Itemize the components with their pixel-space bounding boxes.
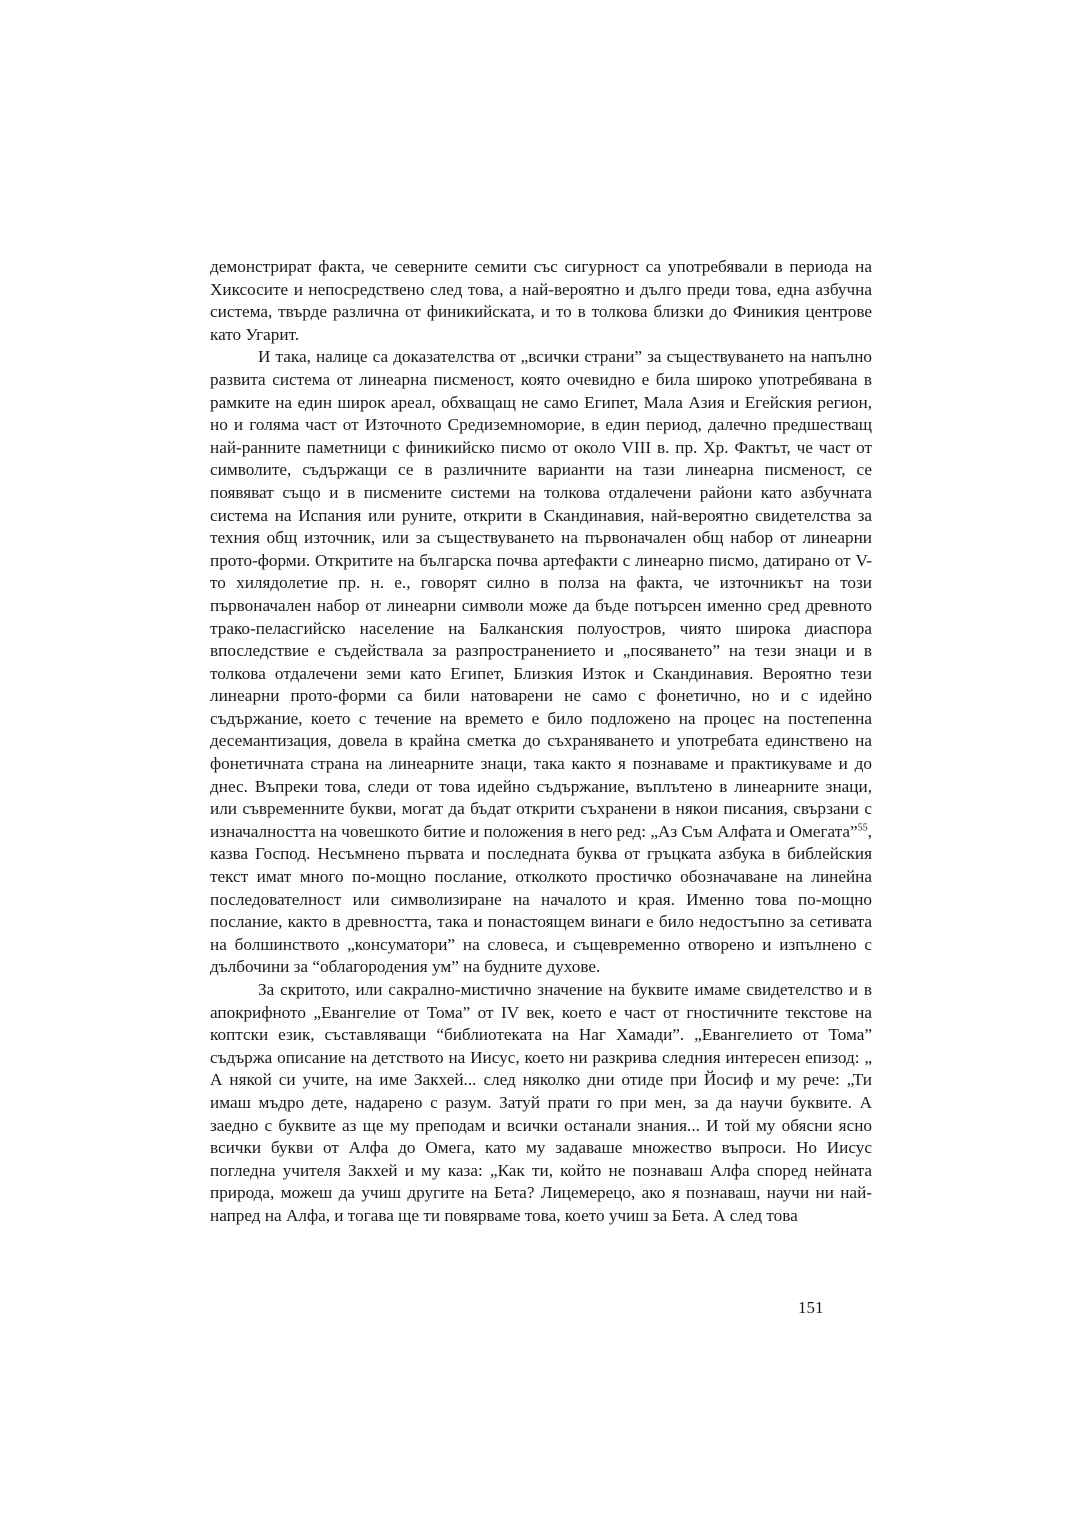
- paragraph-2-text-part-2: , казва Господ. Несъмнено първата и последната буква от гръцката азбука в библейския текст имат много по-мощно послание, отколкото простичко обозначаване на линейна последователност или символизиране на началото и края. Именно това по-мощно послание, както в древността, така и понастоящем винаги е било недостъпно за сетивата на болшинството „консуматори” на словеса, и същевременно отворено и изпълнено с дълбочини за “облагородения ум” на будните духове.: [210, 821, 872, 977]
- paragraph-2-text-part-1: И така, налице са доказателства от „всички страни” за съществуването на напълно развита система от линеарна писменост, която очевидно е била широко употребявана в рамките на един широк ареал, обхващащ не само Египет, Мала Азия и Егейския регион, но и голяма част от Източното Средиземноморие, в един период, далечно предшестващ най-ранните паметници с финикийско писмо от около VIII в. пр. Хр. Фактът, че част от символите, съдържащи се в различните варианти на тази линеарна писменост, се появяват също и в писмените системи на толкова отдалечени райони като азбучната система на Испания или руните, открити в Скандинавия, най-вероятно свидетелства за техния общ източник, или за съществуването на първоначален общ набор от линеарни прото-форми. Откритите на българска почва артефакти с линеарно писмо, датирано от V-то хилядолетие пр. н. е., говорят силно в полза на факта, че източникът на този първоначален набор от линеарни символи може да бъде потърсен именно сред древното трако-пеласгийско население на Балканския полуостров, чиято широка диаспора впоследствие е съдействала за разпространението и „посяването” на тези знаци и в толкова отдалечени земи като Египет, Близкия Изток и Скандинавия. Вероятно тези линеарни прото-форми са били натоварени не само с фонетично, но и с идейно съдържание, което с течение на времето е било подложено на процес на постепенна десемантизация, довела в крайна сметка до съхраняването и употребата единствено на фонетичната страна на линеарните знаци, така както я познаваме и практикуваме и до днес. Въпреки това, следи от това идейно съдържание, въплътено в линеарните знаци, или съвременните букви, могат да бъдат открити съхранени в някои писания, свързани с изначалността на човешкото битие и положения в него ред: „Аз Съм Алфата и Омегата”: [210, 347, 872, 841]
- page-number: 151: [798, 1298, 824, 1317]
- page-body: [210, 256, 872, 1228]
- paragraph-3: За скритото, или сакрално-мистично значение на буквите имаме свидетелство и в апокрифното „Евангелие от Тома” от IV век, което е част от гностичните текстове на коптски език, съставляващи “библиотеката на Наг Хамади”. „Евангелието от Тома” съдържа описание на детството на Иисус, което ни разкрива следния интересен епизод: „ А някой си учите, на име Закхей... след няколко дни отиде при Йосиф и му рече: „Ти имаш мъдро дете, надарено с разум. Затуй прати го при мен, за да научи буквите. А заедно с буквите аз ще му преподам и всички останали знания... И той му обясни ясно всички букви от Алфа до Омега, като му задаваше множество въпроси. Но Иисус погледна учителя Закхей и му каза: „Как ти, който не познаваш Алфа според нейната природа, можеш да учиш другите на Бета? Лицемерецо, ако я познаваш, научи ни най-напред на Алфа, и тогава ще ти повярваме това, което учиш за Бета. А след това: [210, 980, 872, 1225]
- paragraph-2: [210, 346, 872, 979]
- paragraph-1: демонстрират факта, че северните семити със сигурност са употребявали в периода на Хиксосите и непосредствено след това, а най-вероятно и дълго преди това, една азбучна система, твърде различна от финикийската, и то в толкова близки до Финикия центрове като Угарит.: [210, 257, 872, 344]
- footnote-marker[interactable]: 55: [857, 822, 868, 834]
